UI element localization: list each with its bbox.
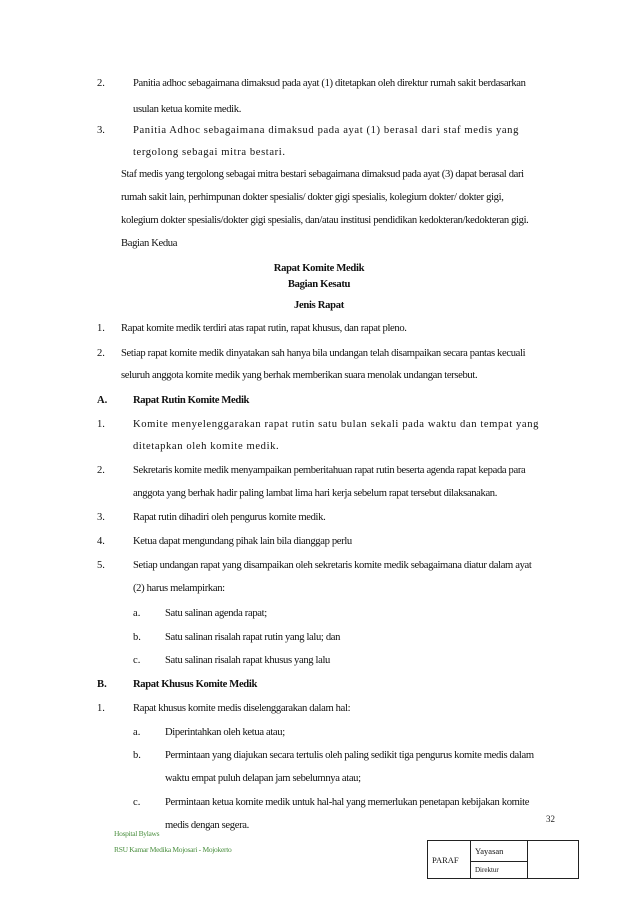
list-number: 2. — [97, 465, 105, 476]
paraf-label: PARAF — [428, 841, 471, 879]
text-line: Satu salinan agenda rapat; — [165, 608, 267, 619]
text-line: Diperintahkan oleh ketua atau; — [165, 727, 285, 738]
text-line: Satu salinan risalah rapat rutin yang lalu; dan — [165, 632, 341, 643]
text-line: Permintaan ketua komite medik untuk hal-hal yang memerlukan penetapan kebijakan komite — [165, 797, 530, 808]
section-heading: Bagian Kesatu — [287, 279, 351, 290]
text-line: rumah sakit lain, perhimpunan dokter spesialis/ dokter gigi spesialis, kolegium dokter/ dokter gigi, — [121, 192, 504, 203]
text-line: Setiap rapat komite medik dinyatakan sah hanya bila undangan telah disampaikan secara pantas kecuali — [121, 348, 526, 359]
text-line: Ketua dapat mengundang pihak lain bila dianggap perlu — [133, 536, 352, 547]
list-number: b. — [133, 632, 141, 643]
list-number: 1. — [97, 419, 105, 430]
text-line: Rapat komite medik terdiri atas rapat rutin, rapat khusus, dan rapat pleno. — [121, 323, 407, 334]
text-line: Bagian Kedua — [121, 238, 178, 249]
list-number: 3. — [97, 125, 105, 136]
list-number: 3. — [97, 512, 105, 523]
list-number: 1. — [97, 323, 105, 334]
footer-hospital: RSU Kamar Medika Mojosari - Mojokerto — [114, 845, 232, 854]
text-line: Setiap undangan rapat yang disampaikan oleh sekretaris komite medik sebagaimana diatur dalam ayat — [133, 560, 532, 571]
text-line: Panitia Adhoc sebagaimana dimaksud pada ayat (1) berasal dari staf medis yang — [133, 125, 519, 136]
paraf-table — [427, 840, 579, 879]
list-number: 2. — [97, 78, 105, 89]
yayasan-label: Yayasan — [471, 841, 528, 862]
page-number: 32 — [546, 814, 555, 824]
text-line: Komite menyelenggarakan rapat rutin satu bulan sekali pada waktu dan tempat yang — [133, 419, 540, 430]
text-line: Rapat khusus komite medis diselenggarakan dalam hal: — [133, 703, 351, 714]
list-number: c. — [133, 655, 141, 666]
text-line: (2) harus melampirkan: — [133, 583, 225, 594]
text-line: Rapat Rutin Komite Medik — [133, 395, 250, 406]
list-number: a. — [133, 608, 141, 619]
text-line: seluruh anggota komite medik yang berhak memberikan suara menolak undangan tersebut. — [121, 370, 478, 381]
list-number: a. — [133, 727, 141, 738]
text-line: Permintaan yang diajukan secara tertulis oleh paling sedikit tiga pengurus komite medis dalam — [165, 750, 534, 761]
list-number: 2. — [97, 348, 105, 359]
text-line: ditetapkan oleh komite medik. — [133, 441, 280, 452]
text-line: waktu empat puluh delapan jam sebelumnya atau; — [165, 773, 361, 784]
text-line: kolegium dokter spesialis/dokter gigi spesialis, dan/atau institusi pendidikan kedokteran/kedokteran gigi. — [121, 215, 529, 226]
text-line: Staf medis yang tergolong sebagai mitra bestari sebagaimana dimaksud pada ayat (3) dapat berasal dari — [121, 169, 524, 180]
direktur-label: Direktur — [471, 862, 528, 879]
text-line: tergolong sebagai mitra bestari. — [133, 147, 286, 158]
list-number: b. — [133, 750, 141, 761]
list-number: 4. — [97, 536, 105, 547]
signature-box — [528, 841, 579, 879]
text-line: anggota yang berhak hadir paling lambat lima hari kerja sebelum rapat tersebut dilaksanakan. — [133, 488, 498, 499]
list-number: c. — [133, 797, 141, 808]
text-line: medis dengan segera. — [165, 820, 249, 831]
text-line: Sekretaris komite medik menyampaikan pemberitahuan rapat rutin beserta agenda rapat kepada para — [133, 465, 526, 476]
text-line: Rapat Khusus Komite Medik — [133, 679, 257, 690]
list-number: B. — [97, 679, 107, 690]
text-line: Rapat rutin dihadiri oleh pengurus komite medik. — [133, 512, 326, 523]
section-heading: Rapat Komite Medik — [273, 263, 365, 274]
footer-title: Hospital Bylaws — [114, 829, 160, 838]
text-line: Satu salinan risalah rapat khusus yang lalu — [165, 655, 331, 666]
section-heading: Jenis Rapat — [294, 300, 344, 311]
list-number: A. — [97, 395, 108, 406]
text-line: Panitia adhoc sebagaimana dimaksud pada ayat (1) ditetapkan oleh direktur rumah sakit berdasarkan — [133, 78, 526, 89]
text-line: usulan ketua komite medik. — [133, 104, 241, 115]
list-number: 5. — [97, 560, 105, 571]
list-number: 1. — [97, 703, 105, 714]
